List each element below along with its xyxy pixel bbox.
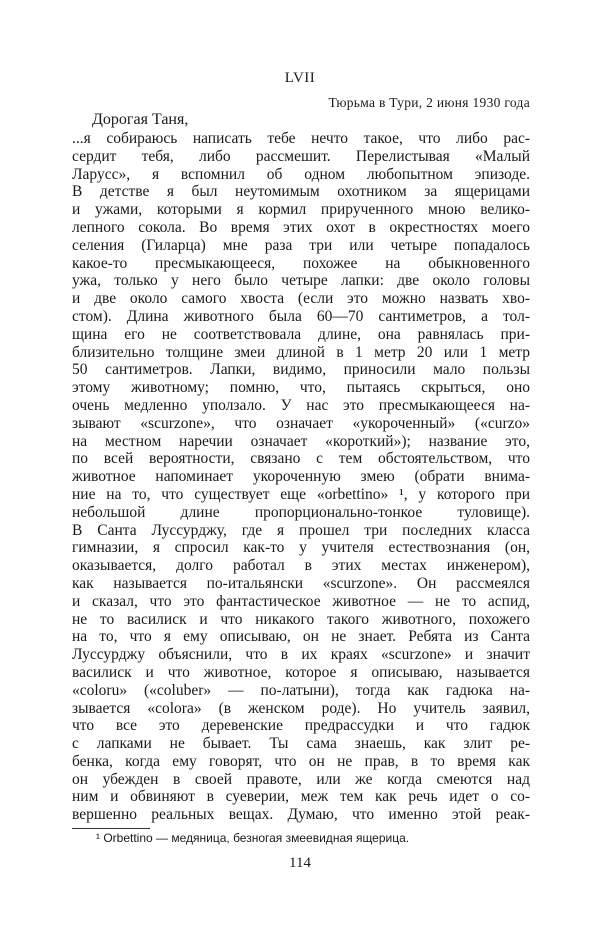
text-line: «coloru» («coluber» — по-латыни), тогда как гадюка на- — [72, 681, 530, 699]
text-line: селения (Гиларца) мне раза три или четыре попадалось — [72, 236, 530, 254]
text-line: и сказал, что это фантастическое животное — не то аспид, — [72, 592, 530, 610]
text-line: ...я собираюсь написать тебе нечто такое, что либо рас- — [72, 130, 530, 147]
footnote-divider — [72, 828, 150, 829]
text-line: животное напоминает укороченную змею (обрати внима- — [72, 468, 530, 486]
text-line: какое-то пресмыкающееся, похожее на обыкновенного — [72, 254, 530, 272]
text-line: зывается «colora» (в женском роде). Но учитель заявил, — [72, 699, 530, 717]
text-line: 50 сантиметров. Лапки, видимо, приносили мало пользы — [72, 361, 530, 379]
text-line: очень медленно уползало. У нас это пресмыкающееся на- — [72, 396, 530, 414]
text-line: В Санта Луссурджу, где я прошел три последних класса — [72, 521, 530, 539]
letter-dateline: Тюрьма в Тури, 2 июня 1930 года — [328, 95, 530, 110]
text-line: Ларусс», я вспомнил об одном любопытном эпизоде. — [72, 165, 530, 183]
text-line: сердит тебя, либо рассмешит. Перелистывая «Малый — [72, 147, 530, 165]
text-line: на местном наречии означает «короткий»); название это, — [72, 432, 530, 450]
text-line: он убежден в своей правоте, или же когда смеются над — [72, 770, 530, 788]
text-line: близительно толщине змеи длиной в 1 метр 20 или 1 метр — [72, 343, 530, 361]
text-line: оказывается, долго работал в этих местах инженером), — [72, 557, 530, 575]
text-line: ним и обвиняют в суеверии, меж тем как речь идет о со- — [72, 788, 530, 806]
page-number: 114 — [289, 855, 311, 871]
text-line: гимназии, я спросил как-то у учителя естествознания (он, — [72, 539, 530, 557]
text-line: вершенно реальных вещах. Думаю, что именно этой реак- — [72, 806, 530, 824]
text-line: небольшой длине пропорционально-тонкое туловище). — [72, 503, 530, 521]
text-line: этому животному; помню, что, пытаясь скрыться, оно — [72, 379, 530, 397]
text-line: щина его не соответствовала длине, она равнялась при- — [72, 325, 530, 343]
text-line: на то, что я ему описываю, он не знает. Ребята из Санта — [72, 628, 530, 646]
text-line: василиск и что животное, которое я описываю, называется — [72, 663, 530, 681]
letter-greeting: Дорогая Таня, — [92, 111, 189, 128]
text-line: не то василиск и что никакого такого животного, похожего — [72, 610, 530, 628]
text-line: В детстве я был неутомимым охотником за ящерицами — [72, 183, 530, 201]
text-line: и две около самого хвоста (если это можно назвать хво- — [72, 290, 530, 308]
text-line: с лапками не бывает. Ты сама знаешь, как злит ре- — [72, 735, 530, 753]
text-line: по всей вероятности, связано с тем обстоятельством, что — [72, 450, 530, 468]
text-line: лепного сокола. Во время этих охот в окрестностях моего — [72, 218, 530, 236]
text-line: Луссурджу объяснили, что в их краях «scurzone» и значит — [72, 646, 530, 664]
text-line: бенка, когда ему говорят, что он не прав, в то время как — [72, 752, 530, 770]
text-line: что все это деревенские предрассудки и что гадюк — [72, 717, 530, 735]
footnote: ¹ Orbettino — медяница, безногая змеевидная ящерица. — [96, 831, 410, 845]
text-line: и ужами, которыми я кормил прирученного мною велико- — [72, 201, 530, 219]
letter-body — [72, 130, 530, 824]
text-line: ужа, только у него было четыре лапки: две около головы — [72, 272, 530, 290]
text-line: как называется по-итальянски «scurzone». Он рассмеялся — [72, 574, 530, 592]
text-line: стом). Длина животного была 60—70 сантиметров, а тол- — [72, 307, 530, 325]
chapter-heading: LVII — [284, 70, 316, 86]
text-line: зывают «scurzone», что означает «укороченный» («curzo» — [72, 414, 530, 432]
text-line: ние на то, что существует еще «orbettino» ¹, у которого при — [72, 485, 530, 503]
